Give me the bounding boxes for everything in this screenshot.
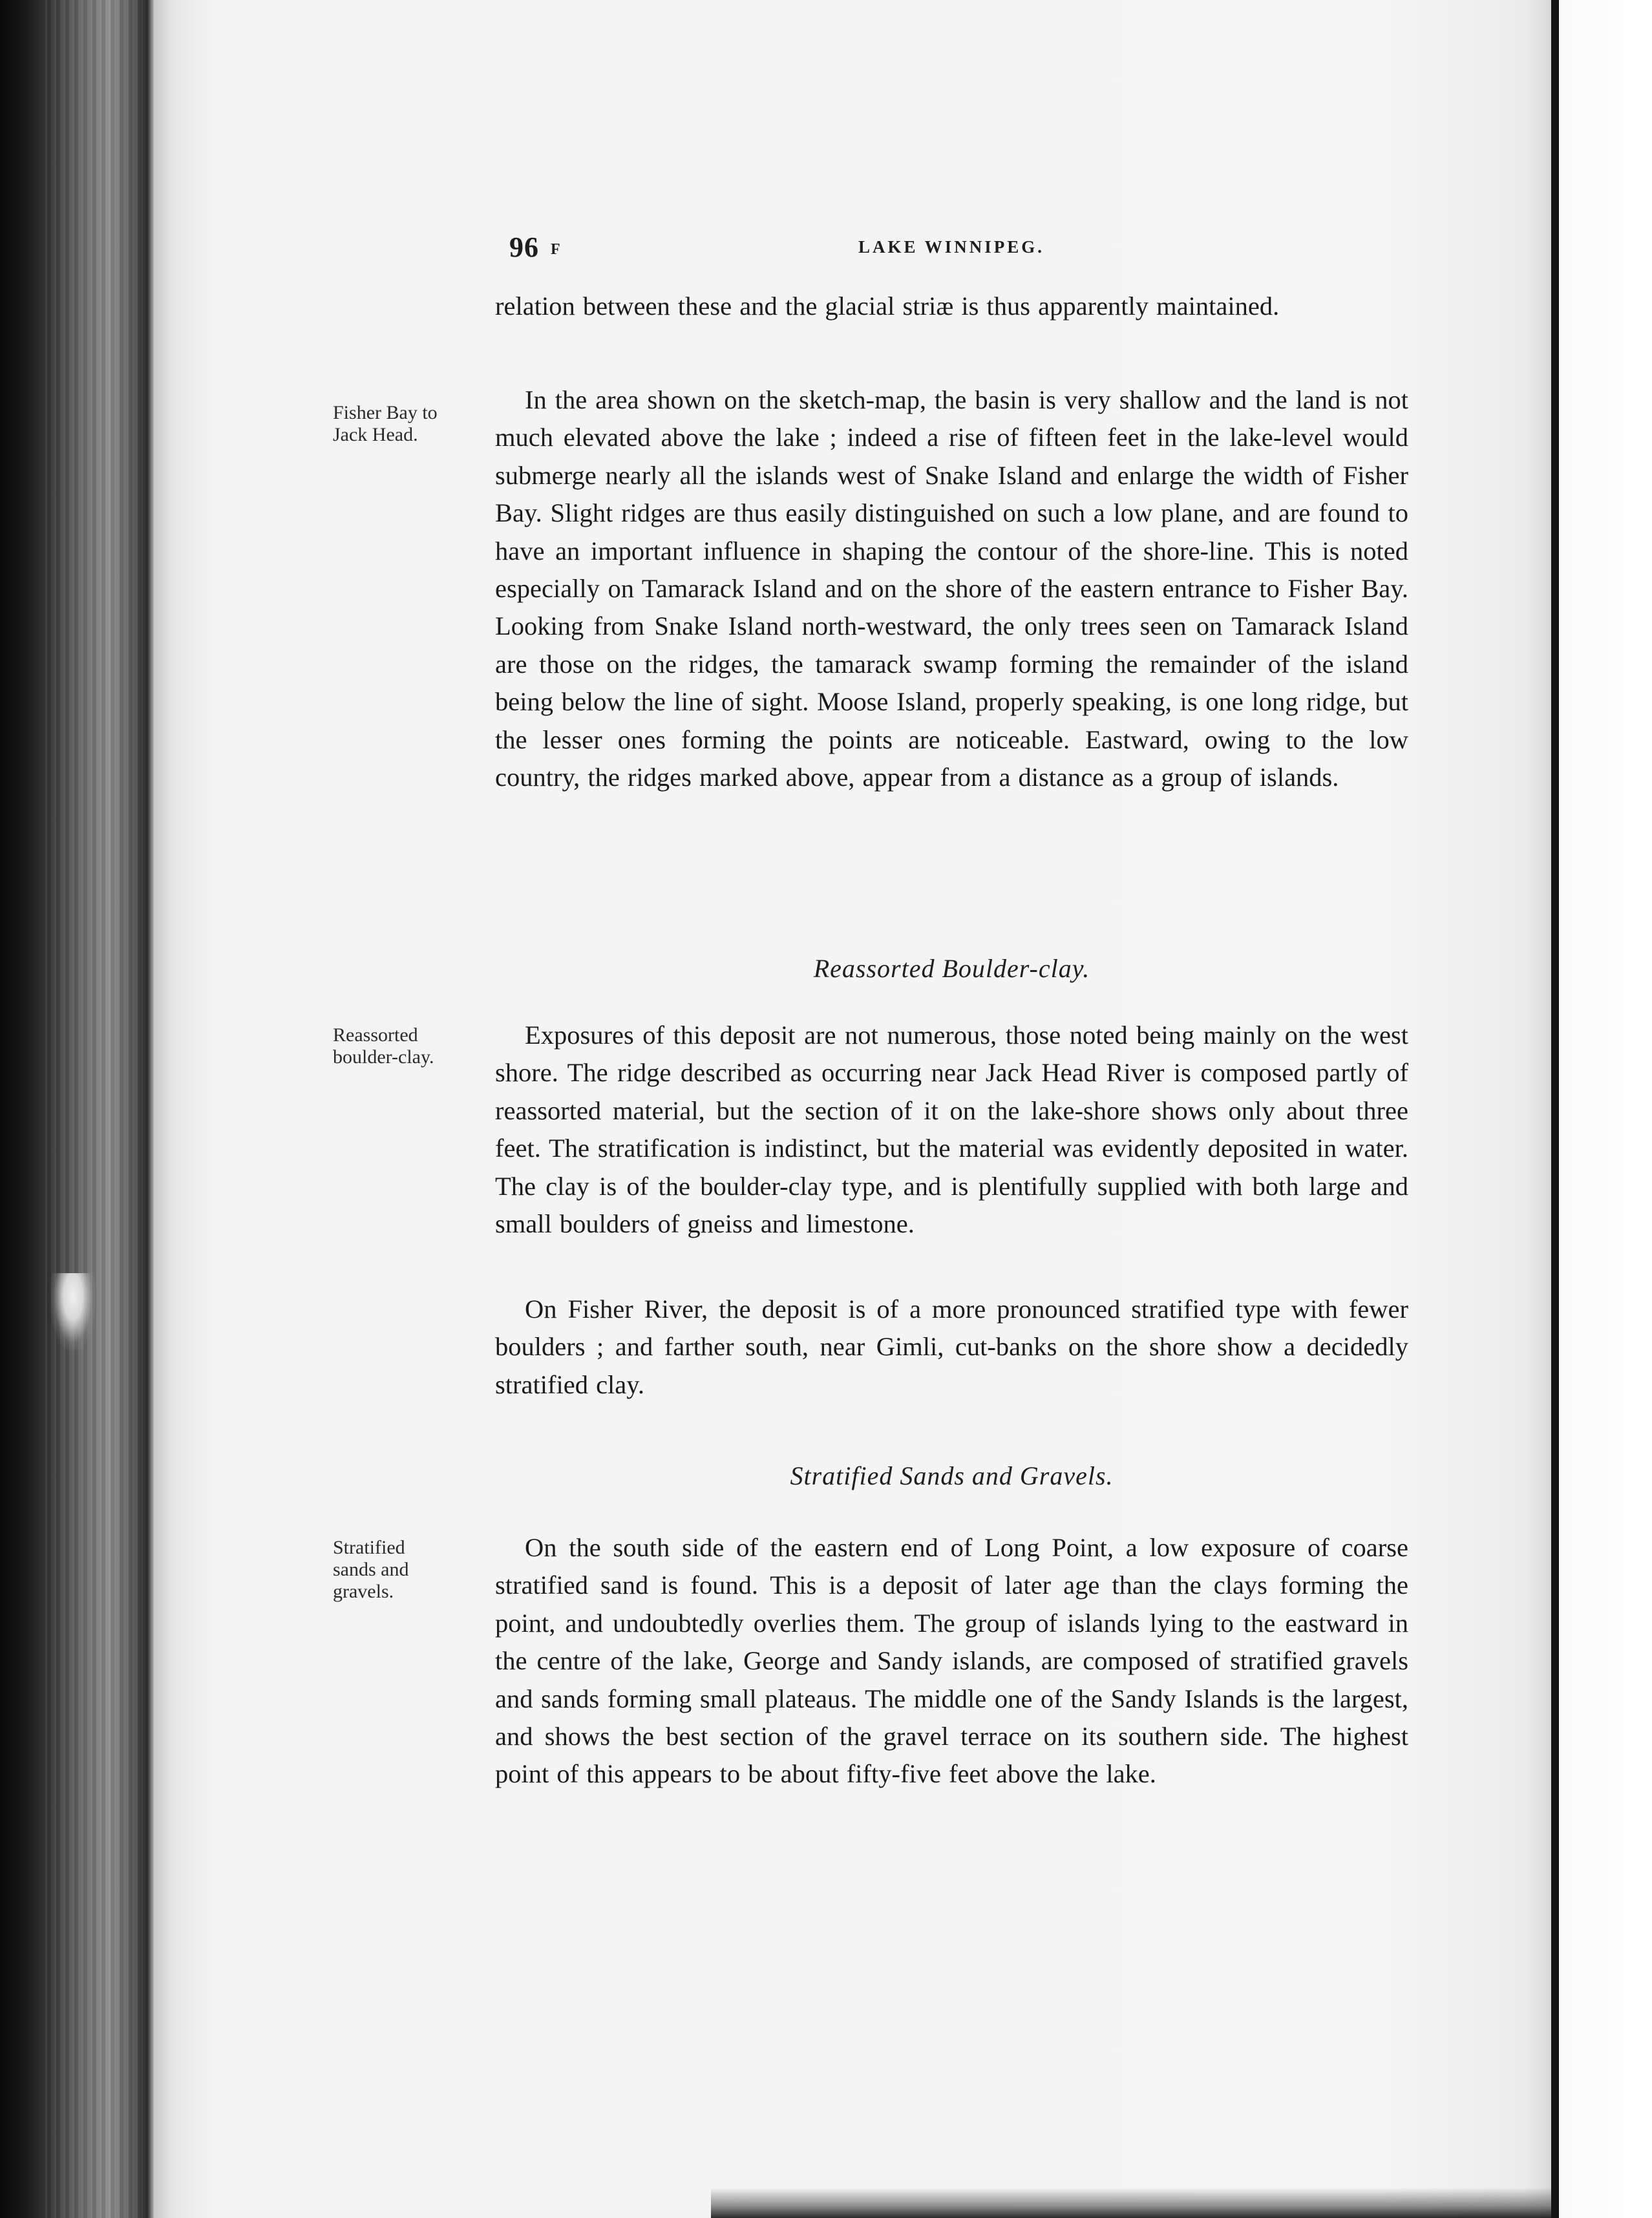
signature-mark: F [551, 241, 560, 258]
paragraph-stratified-sands [495, 1529, 1408, 1793]
section-heading-reassorted: Reassorted Boulder-clay. [813, 954, 1090, 983]
margin-note-line: Fisher Bay to [333, 402, 438, 423]
paragraph-fisher-bay [495, 381, 1408, 796]
spine-texture [45, 0, 142, 2218]
paragraph-continuation [495, 288, 1408, 325]
paragraph-text: In the area shown on the sketch-map, the basin is very shallow and the land is not much elevated above the lake ; indeed a rise of fifteen feet in the lake-level would submerge nearly all the islands west of Snake Island and enlarge the width of Fisher Bay. Slight ridges are thus easily distinguished on such a low plane, and are found to have an important influence in shaping the contour of the shore-line. This is noted especially on Tamarack Island and on the shore of the eastern entrance to Fisher Bay. Looking from Snake Island north-westward, the only trees seen on Tamarack Island are those on the ridges, the tamarack swamp forming the remainder of the island being below the line of sight. Moose Island, properly speaking, is one long ridge, but the lesser ones forming the points are noticeable. Eastward, owing to the low country, the ridges marked above, appear from a distance as a group of islands. [495, 385, 1408, 792]
paragraph-text: Exposures of this deposit are not numerous, those noted being mainly on the west shore. The ridge described as occurring near Jack Head River is composed partly of reassorted material, but the section of it on the lake-shore shows only about three feet. The stratification is indistinct, but the material was evidently deposited in water. The clay is of the boulder-clay type, and is plentifully supplied with both large and small boulders of gneiss and limestone. [495, 1020, 1408, 1239]
margin-note-line: Reassorted [333, 1024, 418, 1046]
spine-highlight [50, 1273, 96, 1351]
margin-note-line: sands and [333, 1559, 409, 1580]
page-number [509, 231, 560, 264]
page-header [509, 231, 1395, 269]
paragraph-text: On Fisher River, the deposit is of a more pronounced stratified type with fewer boulders ; and farther south, near Gimli, cut-banks on the shore show a decidedly stratified clay. [495, 1294, 1408, 1399]
paragraph-fisher-river [495, 1291, 1408, 1404]
margin-note-line: Jack Head. [333, 424, 418, 445]
paragraph-reassorted-exposures [495, 1017, 1408, 1243]
page-gutter [1551, 0, 1559, 2218]
paragraph-text: relation between these and the glacial striæ is thus apparently maintained. [495, 291, 1280, 321]
margin-note-fisher-bay [333, 402, 501, 446]
page-number-value: 96 [509, 231, 539, 263]
facing-page-edge [1559, 0, 1652, 2218]
margin-note-line: gravels. [333, 1581, 394, 1602]
margin-note-reassorted [333, 1024, 501, 1068]
running-head: LAKE WINNIPEG. [858, 237, 1045, 257]
margin-note-line: boulder-clay. [333, 1046, 434, 1068]
page-bottom-shadow [711, 2188, 1551, 2218]
margin-note-stratified [333, 1537, 501, 1603]
section-heading-stratified: Stratified Sands and Gravels. [790, 1461, 1114, 1490]
paragraph-text: On the south side of the eastern end of Long Point, a low exposure of coarse stratified sand is found. This is a deposit of later age than the clays forming the point, and undoubtedly overlies them. The group of islands lying to the eastward in the centre of the lake, George and Sandy islands, are composed of stratified gravels and sands forming small plateaus. The middle one of the Sandy Islands is the largest, and shows the best section of the gravel terrace on its southern side. The highest point of this appears to be about fifty-five feet above the lake. [495, 1533, 1408, 1789]
margin-note-line: Stratified [333, 1537, 405, 1558]
